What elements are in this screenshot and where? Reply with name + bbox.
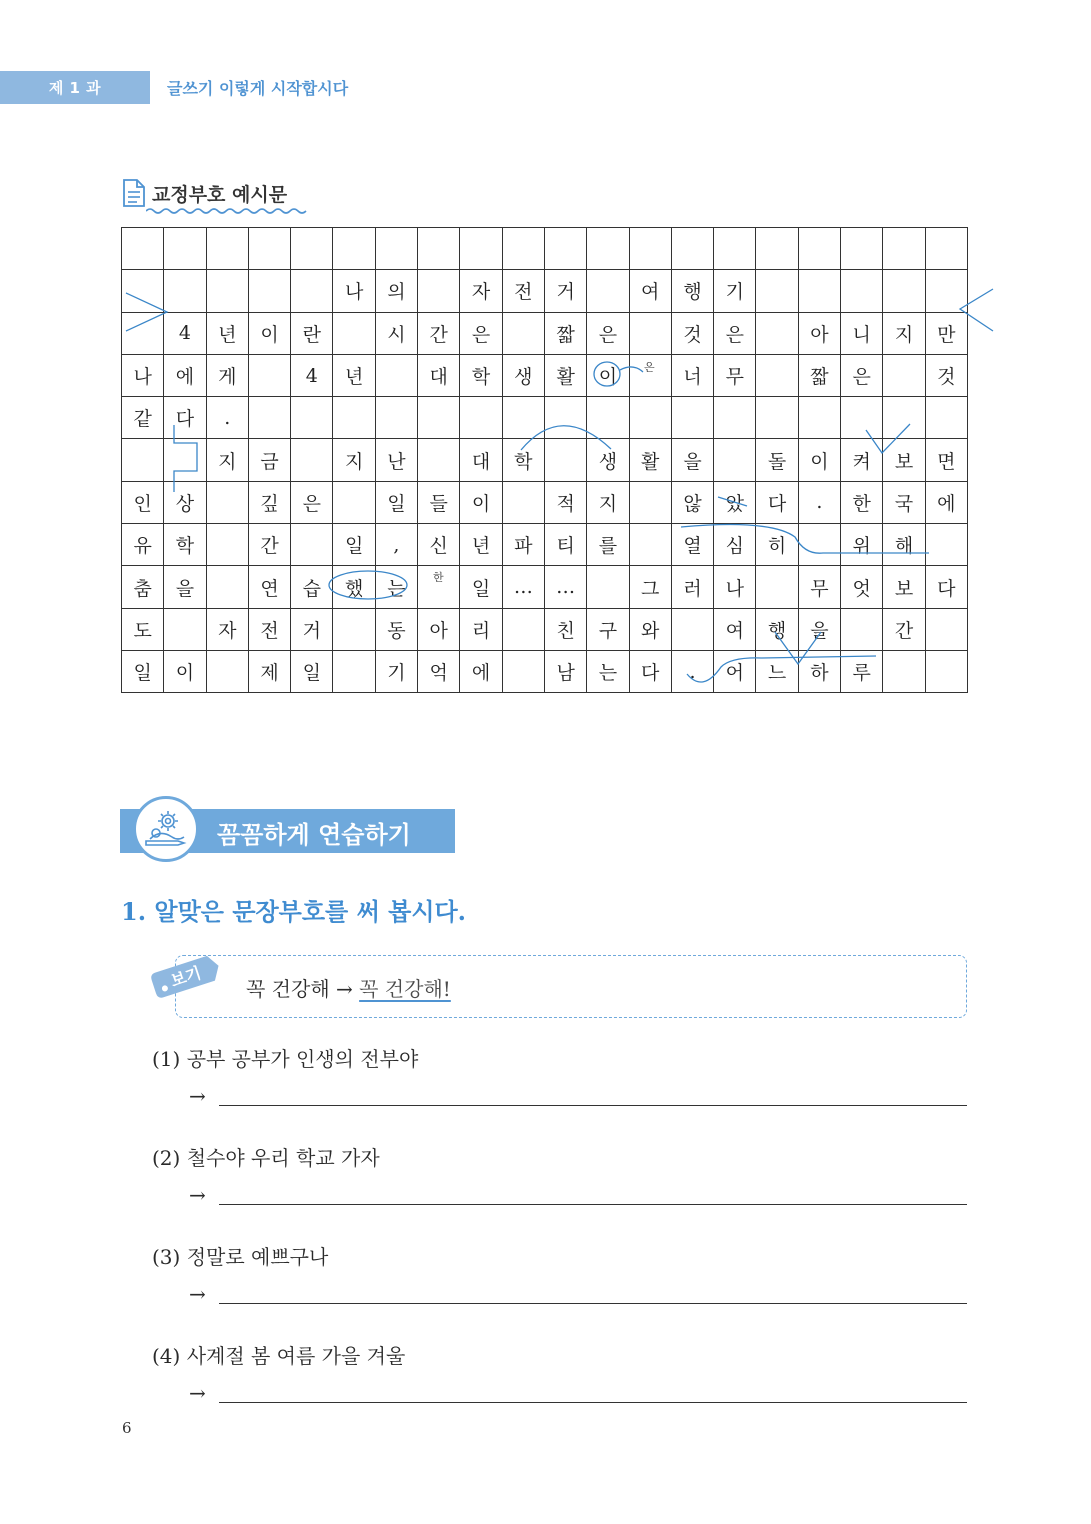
- grid-cell: 일: [375, 481, 417, 523]
- grid-cell: 무: [798, 566, 840, 608]
- grid-cell: 깊: [248, 481, 290, 523]
- grid-cell: 보: [883, 566, 925, 608]
- question-item-3: (3) 정말로 예쁘구나: [152, 1245, 329, 1269]
- grid-cell: .: [671, 650, 713, 692]
- grid-cell: [883, 650, 925, 692]
- grid-cell: 다: [925, 566, 967, 608]
- grid-cell: [122, 312, 164, 354]
- grid-cell: [756, 312, 798, 354]
- grid-cell: 는: [375, 566, 417, 608]
- grid-cell: [164, 270, 206, 312]
- grid-cell: 것: [671, 312, 713, 354]
- answer-arrow-4: →: [189, 1381, 206, 1405]
- grid-cell: [798, 397, 840, 439]
- grid-cell: 이: [587, 354, 629, 396]
- grid-cell: 을: [798, 608, 840, 650]
- grid-cell: [671, 397, 713, 439]
- answer-arrow-2: →: [189, 1183, 206, 1207]
- grid-cell: 거: [291, 608, 333, 650]
- grid-cell: 한: [841, 481, 883, 523]
- grid-cell: [333, 481, 375, 523]
- grid-cell: 년: [333, 354, 375, 396]
- grid-cell: 억: [418, 650, 460, 692]
- grid-cell: 구: [587, 608, 629, 650]
- grid-cell: [925, 608, 967, 650]
- grid-cell: 년: [206, 312, 248, 354]
- grid-cell: 활: [629, 439, 671, 481]
- example-tag-label: 보기: [168, 963, 204, 991]
- grid-cell: 엇: [841, 566, 883, 608]
- grid-cell: [714, 439, 756, 481]
- grid-cell: [502, 650, 544, 692]
- grid-cell: 도: [122, 608, 164, 650]
- grid-cell: 일: [122, 650, 164, 692]
- grid-cell: 동: [375, 608, 417, 650]
- grid-cell: [122, 439, 164, 481]
- grid-cell: [418, 397, 460, 439]
- grid-cell: [375, 228, 417, 270]
- grid-cell: [756, 354, 798, 396]
- grid-cell: 여: [629, 270, 671, 312]
- lesson-title: 글쓰기 이렇게 시작합시다: [167, 79, 349, 98]
- grid-cell: 난: [375, 439, 417, 481]
- grid-cell: [544, 397, 586, 439]
- grid-cell: [925, 228, 967, 270]
- grid-cell: [756, 228, 798, 270]
- grid-cell: [714, 228, 756, 270]
- grid-cell: [629, 312, 671, 354]
- grid-cell: [629, 354, 671, 396]
- grid-cell: 아: [418, 608, 460, 650]
- grid-cell: 일: [460, 566, 502, 608]
- grid-cell: [841, 397, 883, 439]
- grid-cell: 학: [502, 439, 544, 481]
- grid-cell: 켜: [841, 439, 883, 481]
- grid-cell: 남: [544, 650, 586, 692]
- grid-cell: 제: [248, 650, 290, 692]
- grid-cell: [206, 270, 248, 312]
- grid-cell: [418, 566, 460, 608]
- grid-row: [122, 524, 968, 566]
- grid-cell: 친: [544, 608, 586, 650]
- grid-cell: 적: [544, 481, 586, 523]
- grid-row: [122, 228, 968, 270]
- grid-row: [122, 608, 968, 650]
- grid-cell: 않: [671, 481, 713, 523]
- grid-cell: [206, 524, 248, 566]
- grid-cell: [418, 270, 460, 312]
- grid-cell: 짧: [544, 312, 586, 354]
- grid-cell: [375, 397, 417, 439]
- grid-cell: 티: [544, 524, 586, 566]
- grid-cell: [883, 354, 925, 396]
- insert-mark-2: 한: [433, 571, 444, 584]
- grid-cell: 활: [544, 354, 586, 396]
- grid-cell: [629, 481, 671, 523]
- grid-cell: 생: [587, 439, 629, 481]
- grid-cell: 이: [248, 312, 290, 354]
- grid-cell: [629, 397, 671, 439]
- question-item-1: (1) 공부 공부가 인생의 전부야: [152, 1047, 419, 1071]
- grid-cell: 다: [629, 650, 671, 692]
- grid-row: [122, 312, 968, 354]
- grid-cell: 4: [291, 354, 333, 396]
- grid-cell: 느: [756, 650, 798, 692]
- grid-cell: 자: [206, 608, 248, 650]
- grid-cell: 무: [714, 354, 756, 396]
- grid-cell: [883, 270, 925, 312]
- grid-cell: 여: [714, 608, 756, 650]
- grid-cell: 기: [714, 270, 756, 312]
- grid-cell: [756, 397, 798, 439]
- gear-pencil-icon: [133, 796, 199, 862]
- grid-cell: [671, 608, 713, 650]
- grid-cell: 일: [333, 524, 375, 566]
- document-icon: [121, 178, 147, 208]
- grid-cell: 이: [164, 650, 206, 692]
- grid-cell: .: [206, 397, 248, 439]
- grid-cell: 에: [164, 354, 206, 396]
- grid-cell: [925, 650, 967, 692]
- grid-cell: 같: [122, 397, 164, 439]
- grid-cell: 간: [248, 524, 290, 566]
- grid-cell: 다: [164, 397, 206, 439]
- grid-cell: 파: [502, 524, 544, 566]
- grid-cell: 이: [460, 481, 502, 523]
- grid-cell: 나: [714, 566, 756, 608]
- grid-cell: 시: [375, 312, 417, 354]
- grid-cell: 는: [587, 650, 629, 692]
- question-item-2: (2) 철수야 우리 학교 가자: [152, 1146, 380, 1170]
- grid-cell: [629, 228, 671, 270]
- grid-row: [122, 270, 968, 312]
- grid-cell: [798, 270, 840, 312]
- grid-row: [122, 650, 968, 692]
- grid-cell: [502, 608, 544, 650]
- grid-cell: 와: [629, 608, 671, 650]
- grid-cell: 대: [418, 354, 460, 396]
- grid-cell: [925, 397, 967, 439]
- grid-cell: [248, 228, 290, 270]
- grid-cell: 신: [418, 524, 460, 566]
- grid-cell: 전: [248, 608, 290, 650]
- grid-cell: [841, 608, 883, 650]
- grid-cell: 해: [883, 524, 925, 566]
- grid-cell: 은: [841, 354, 883, 396]
- grid-cell: [502, 397, 544, 439]
- grid-cell: 은: [714, 312, 756, 354]
- grid-cell: 거: [544, 270, 586, 312]
- example-answer: 꼭 건강해!: [359, 977, 451, 1001]
- grid-row: [122, 354, 968, 396]
- grid-cell: 히: [756, 524, 798, 566]
- grid-cell: 행: [671, 270, 713, 312]
- grid-row: [122, 397, 968, 439]
- grid-cell: 란: [291, 312, 333, 354]
- grid-row: [122, 439, 968, 481]
- grid-cell: [671, 228, 713, 270]
- grid-cell: 은: [291, 481, 333, 523]
- grid-cell: 연: [248, 566, 290, 608]
- grid-cell: [333, 312, 375, 354]
- grid-cell: [460, 228, 502, 270]
- grid-cell: 유: [122, 524, 164, 566]
- grid-row: [122, 566, 968, 608]
- grid-cell: [587, 270, 629, 312]
- grid-cell: [502, 481, 544, 523]
- grid-cell: 학: [164, 524, 206, 566]
- page-number: 6: [122, 1419, 132, 1437]
- grid-cell: ,: [375, 524, 417, 566]
- heading-wave-underline: [146, 206, 308, 216]
- grid-cell: [418, 228, 460, 270]
- insert-mark-1: 은: [644, 361, 655, 374]
- grid-cell: 년: [460, 524, 502, 566]
- grid-cell: 은: [587, 312, 629, 354]
- grid-cell: 니: [841, 312, 883, 354]
- example-text: [246, 973, 451, 1002]
- grid-cell: [418, 439, 460, 481]
- grid-cell: 금: [248, 439, 290, 481]
- grid-cell: [291, 439, 333, 481]
- grid-cell: 나: [333, 270, 375, 312]
- grid-cell: 을: [164, 566, 206, 608]
- grid-cell: [206, 228, 248, 270]
- grid-cell: [798, 524, 840, 566]
- grid-cell: 심: [714, 524, 756, 566]
- grid-cell: 에: [460, 650, 502, 692]
- grid-cell: [756, 270, 798, 312]
- grid-cell: [925, 524, 967, 566]
- grid-cell: [291, 270, 333, 312]
- grid-cell: [587, 397, 629, 439]
- grid-cell: 것: [925, 354, 967, 396]
- grid-cell: [164, 439, 206, 481]
- grid-cell: 대: [460, 439, 502, 481]
- grid-cell: 리: [460, 608, 502, 650]
- grid-cell: …: [502, 566, 544, 608]
- grid-cell: [714, 397, 756, 439]
- example-prompt: 꼭 건강해 →: [246, 977, 360, 1001]
- grid-cell: 자: [460, 270, 502, 312]
- lesson-number-tab: 제 1 과: [0, 71, 150, 104]
- grid-cell: [122, 270, 164, 312]
- grid-cell: [122, 228, 164, 270]
- grid-cell: [587, 228, 629, 270]
- manuscript-table: [121, 227, 968, 693]
- grid-cell: [756, 566, 798, 608]
- grid-cell: 에: [925, 481, 967, 523]
- manuscript-grid: [121, 227, 967, 692]
- question-item-4: (4) 사계절 봄 여름 가을 겨울: [152, 1344, 406, 1368]
- grid-cell: [206, 566, 248, 608]
- grid-cell: 지: [883, 312, 925, 354]
- grid-cell: 기: [375, 650, 417, 692]
- grid-cell: [248, 270, 290, 312]
- grid-cell: 어: [714, 650, 756, 692]
- grid-cell: 짧: [798, 354, 840, 396]
- grid-cell: [248, 397, 290, 439]
- grid-cell: 만: [925, 312, 967, 354]
- grid-cell: 은: [460, 312, 502, 354]
- answer-arrow-3: →: [189, 1282, 206, 1306]
- grid-cell: [375, 354, 417, 396]
- grid-cell: 다: [756, 481, 798, 523]
- grid-cell: 위: [841, 524, 883, 566]
- grid-cell: [841, 228, 883, 270]
- practice-banner-label: 꼼꼼하게 연습하기: [217, 821, 411, 849]
- grid-cell: 열: [671, 524, 713, 566]
- grid-cell: 간: [883, 608, 925, 650]
- grid-cell: …: [544, 566, 586, 608]
- grid-cell: [206, 481, 248, 523]
- proofreading-heading: [121, 178, 287, 208]
- grid-cell: [925, 270, 967, 312]
- grid-cell: 전: [502, 270, 544, 312]
- answer-arrow-1: →: [189, 1084, 206, 1108]
- grid-cell: 을: [671, 439, 713, 481]
- grid-cell: [460, 397, 502, 439]
- grid-cell: 의: [375, 270, 417, 312]
- grid-cell: [629, 524, 671, 566]
- grid-cell: 았: [714, 481, 756, 523]
- grid-cell: 지: [206, 439, 248, 481]
- answer-line-4[interactable]: [219, 1402, 967, 1403]
- grid-cell: [798, 228, 840, 270]
- grid-cell: 지: [587, 481, 629, 523]
- grid-cell: [544, 228, 586, 270]
- grid-cell: 루: [841, 650, 883, 692]
- grid-cell: 면: [925, 439, 967, 481]
- grid-cell: [883, 228, 925, 270]
- grid-cell: [333, 608, 375, 650]
- grid-cell: [544, 439, 586, 481]
- grid-cell: 했: [333, 566, 375, 608]
- question-1-title: 1. 알맞은 문장부호를 써 봅시다.: [121, 897, 467, 926]
- grid-cell: [248, 354, 290, 396]
- grid-cell: 게: [206, 354, 248, 396]
- grid-cell: 돌: [756, 439, 798, 481]
- grid-cell: [502, 312, 544, 354]
- grid-cell: [841, 270, 883, 312]
- example-tag: [148, 944, 232, 1006]
- grid-cell: [333, 650, 375, 692]
- grid-cell: 습: [291, 566, 333, 608]
- answer-line-2[interactable]: [219, 1204, 967, 1205]
- grid-cell: 러: [671, 566, 713, 608]
- grid-cell: 보: [883, 439, 925, 481]
- grid-cell: 이: [798, 439, 840, 481]
- answer-line-3[interactable]: [219, 1303, 967, 1304]
- grid-cell: [164, 228, 206, 270]
- grid-cell: 상: [164, 481, 206, 523]
- grid-cell: [291, 524, 333, 566]
- grid-cell: [164, 608, 206, 650]
- grid-cell: [206, 650, 248, 692]
- grid-cell: 들: [418, 481, 460, 523]
- grid-cell: 나: [122, 354, 164, 396]
- grid-cell: 행: [756, 608, 798, 650]
- grid-cell: 생: [502, 354, 544, 396]
- grid-cell: 지: [333, 439, 375, 481]
- grid-cell: 하: [798, 650, 840, 692]
- grid-row: [122, 481, 968, 523]
- answer-line-1[interactable]: [219, 1105, 967, 1106]
- grid-cell: 일: [291, 650, 333, 692]
- grid-cell: 춤: [122, 566, 164, 608]
- grid-cell: [291, 397, 333, 439]
- grid-cell: [333, 228, 375, 270]
- grid-cell: 국: [883, 481, 925, 523]
- grid-cell: 4: [164, 312, 206, 354]
- grid-cell: 너: [671, 354, 713, 396]
- grid-cell: [587, 566, 629, 608]
- grid-cell: .: [798, 481, 840, 523]
- grid-cell: 간: [418, 312, 460, 354]
- grid-cell: [883, 397, 925, 439]
- grid-cell: [291, 228, 333, 270]
- grid-cell: [502, 228, 544, 270]
- grid-cell: 를: [587, 524, 629, 566]
- proofreading-heading-label: 교정부호 예시문: [152, 183, 288, 206]
- grid-cell: 아: [798, 312, 840, 354]
- grid-cell: 인: [122, 481, 164, 523]
- grid-cell: 학: [460, 354, 502, 396]
- grid-cell: 그: [629, 566, 671, 608]
- grid-cell: [333, 397, 375, 439]
